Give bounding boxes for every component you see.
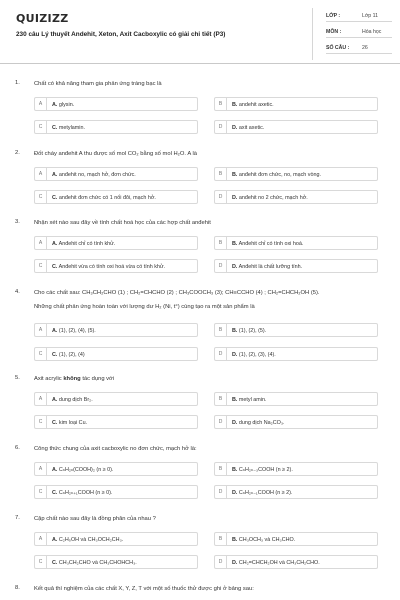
option-d[interactable]: D D. dung dịch Na₂CO₃.	[214, 415, 378, 429]
question-1	[0, 80, 400, 138]
question-3	[0, 219, 400, 277]
question-text: Chất có khả năng tham gia phản ứng tráng bạc là	[34, 81, 162, 87]
meta-subject-value: Hóa học	[362, 29, 382, 35]
worksheet-header	[0, 0, 400, 64]
question-number: 5.	[15, 375, 20, 381]
question-8	[0, 585, 400, 597]
question-text: Công thức chung của axit cacboxylic no đơn chức, mạch hở là:	[34, 446, 197, 452]
question-number: 4.	[15, 289, 20, 295]
option-letter: A	[35, 237, 47, 249]
option-letter: A	[35, 168, 47, 180]
question-text: Kết quả thí nghiệm của các chất X, Y, Z, T với một số thuốc thử được ghi ở bảng sau:	[34, 586, 254, 592]
option-b[interactable]: B B. Anđehit chỉ có tính oxi hoá.	[214, 236, 378, 250]
option-letter: C	[35, 556, 47, 568]
option-letter: D	[215, 416, 227, 428]
option-b[interactable]: B B. anđehit đơn chức, no, mạch vòng.	[214, 167, 378, 181]
option-letter: D	[215, 191, 227, 203]
question-text: Đốt cháy anđehit A thu được số mol CO₂ bằng số mol H₂O. A là	[34, 151, 197, 157]
option-letter: A	[35, 533, 47, 545]
question-text: Cho các chất sau: CH₃CH₂CHO (1) ; CH₂=CHCHO (2) ; CH₃COOCH₃ (3); CH≡CCHO (4) ; CH₂=CHCH₂OH (5).	[34, 290, 320, 296]
option-letter: B	[215, 98, 227, 110]
option-c[interactable]: C C. CH₃CH₂CHO và CH₃CHOHCH₃.	[34, 555, 198, 569]
question-text-line-2: Những chất phản ứng hoàn toàn với lượng dư H₂ (Ni, t°) cùng tạo ra một sản phẩm là	[34, 304, 255, 310]
option-a[interactable]: A A. anđehit no, mạch hở, đơn chức.	[34, 167, 198, 181]
option-letter: B	[215, 237, 227, 249]
option-letter: D	[215, 348, 227, 360]
option-letter: B	[215, 463, 227, 475]
question-6	[0, 445, 400, 503]
option-d[interactable]: D D. anđehit no 2 chức, mạch hở.	[214, 190, 378, 204]
question-text: Nhận xét nào sau đây về tính chất hoá học của các hợp chất anđehit	[34, 220, 211, 226]
option-c[interactable]: C C. CₙH₂ₙ₊₁COOH (n ≥ 0).	[34, 485, 198, 499]
question-4	[0, 289, 400, 361]
option-letter: B	[215, 393, 227, 405]
option-letter: D	[215, 486, 227, 498]
option-letter: D	[215, 556, 227, 568]
question-text: Axit acrylic không tác dụng với	[34, 376, 115, 382]
option-letter: C	[35, 416, 47, 428]
option-letter: C	[35, 260, 47, 272]
option-d[interactable]: D D. (1), (2), (3), (4).	[214, 347, 378, 361]
option-letter: A	[35, 393, 47, 405]
option-letter: B	[215, 533, 227, 545]
option-b[interactable]: B B. CH₃OCH₃ và CH₃CHO.	[214, 532, 378, 546]
option-b[interactable]: B B. CₙH₂ₙ₋₃COOH (n ≥ 2).	[214, 462, 378, 476]
option-c[interactable]: C C. Anđehit vừa có tính oxi hoá vừa có tính khử.	[34, 259, 198, 273]
option-d[interactable]: D D. Anđehit là chất lưỡng tính.	[214, 259, 378, 273]
question-number: 1.	[15, 80, 20, 86]
document-title: 230 câu Lý thuyết Andehit, Xeton, Axit Cacboxylic có giải chi tiết (P3)	[16, 31, 226, 38]
meta-count-value: 26	[362, 45, 368, 51]
option-b[interactable]: B B. (1), (2), (5).	[214, 323, 378, 337]
meta-class-row	[326, 8, 392, 22]
option-b[interactable]: B B. andehit axetic.	[214, 97, 378, 111]
option-letter: D	[215, 260, 227, 272]
meta-count-label: SỐ CÂU :	[326, 45, 350, 51]
option-d[interactable]: D D. axit axetic.	[214, 120, 378, 134]
header-divider	[312, 8, 313, 60]
option-letter: A	[35, 98, 47, 110]
meta-count-row	[326, 40, 392, 54]
question-5	[0, 375, 400, 433]
option-a[interactable]: A A. C₂H₅OH và CH₃OCH₂CH₃.	[34, 532, 198, 546]
option-c[interactable]: C C. metylamin.	[34, 120, 198, 134]
question-number: 7.	[15, 515, 20, 521]
question-number: 6.	[15, 445, 20, 451]
option-letter: C	[35, 191, 47, 203]
option-letter: A	[35, 463, 47, 475]
option-a[interactable]: A A. dung dịch Br₂.	[34, 392, 198, 406]
quizizz-logo: QUIZIZZ	[16, 12, 69, 25]
option-c[interactable]: C C. anđehit đơn chức có 1 nối đôi, mạch hở.	[34, 190, 198, 204]
option-letter: D	[215, 121, 227, 133]
option-d[interactable]: D D. CₙH₂ₙ₋₁COOH (n ≥ 2).	[214, 485, 378, 499]
option-a[interactable]: A A. (1), (2), (4), (5).	[34, 323, 198, 337]
option-letter: B	[215, 168, 227, 180]
question-2	[0, 150, 400, 208]
question-number: 2.	[15, 150, 20, 156]
option-c[interactable]: C C. kim loại Cu.	[34, 415, 198, 429]
question-number: 3.	[15, 219, 20, 225]
option-a[interactable]: A A. Anđehit chỉ có tính khử.	[34, 236, 198, 250]
option-a[interactable]: A A. glysin.	[34, 97, 198, 111]
option-letter: B	[215, 324, 227, 336]
option-c[interactable]: C C. (1), (2), (4)	[34, 347, 198, 361]
option-a[interactable]: A A. CₙH₂ₙ(COOH)₂ (n ≥ 0).	[34, 462, 198, 476]
question-7	[0, 515, 400, 573]
meta-class-label: LỚP :	[326, 13, 341, 19]
option-b[interactable]: B B. metyl amin.	[214, 392, 378, 406]
option-letter: C	[35, 121, 47, 133]
option-letter: C	[35, 486, 47, 498]
question-number: 8.	[15, 585, 20, 591]
option-d[interactable]: D D. CH₂=CHCH₂OH và CH₃CH₂CHO.	[214, 555, 378, 569]
option-letter: A	[35, 324, 47, 336]
meta-subject-label: MÔN :	[326, 29, 342, 35]
option-letter: C	[35, 348, 47, 360]
meta-subject-row	[326, 24, 392, 38]
meta-class-value: Lớp 11	[362, 13, 378, 19]
question-text: Cặp chất nào sau đây là đồng phân của nhau ?	[34, 516, 156, 522]
